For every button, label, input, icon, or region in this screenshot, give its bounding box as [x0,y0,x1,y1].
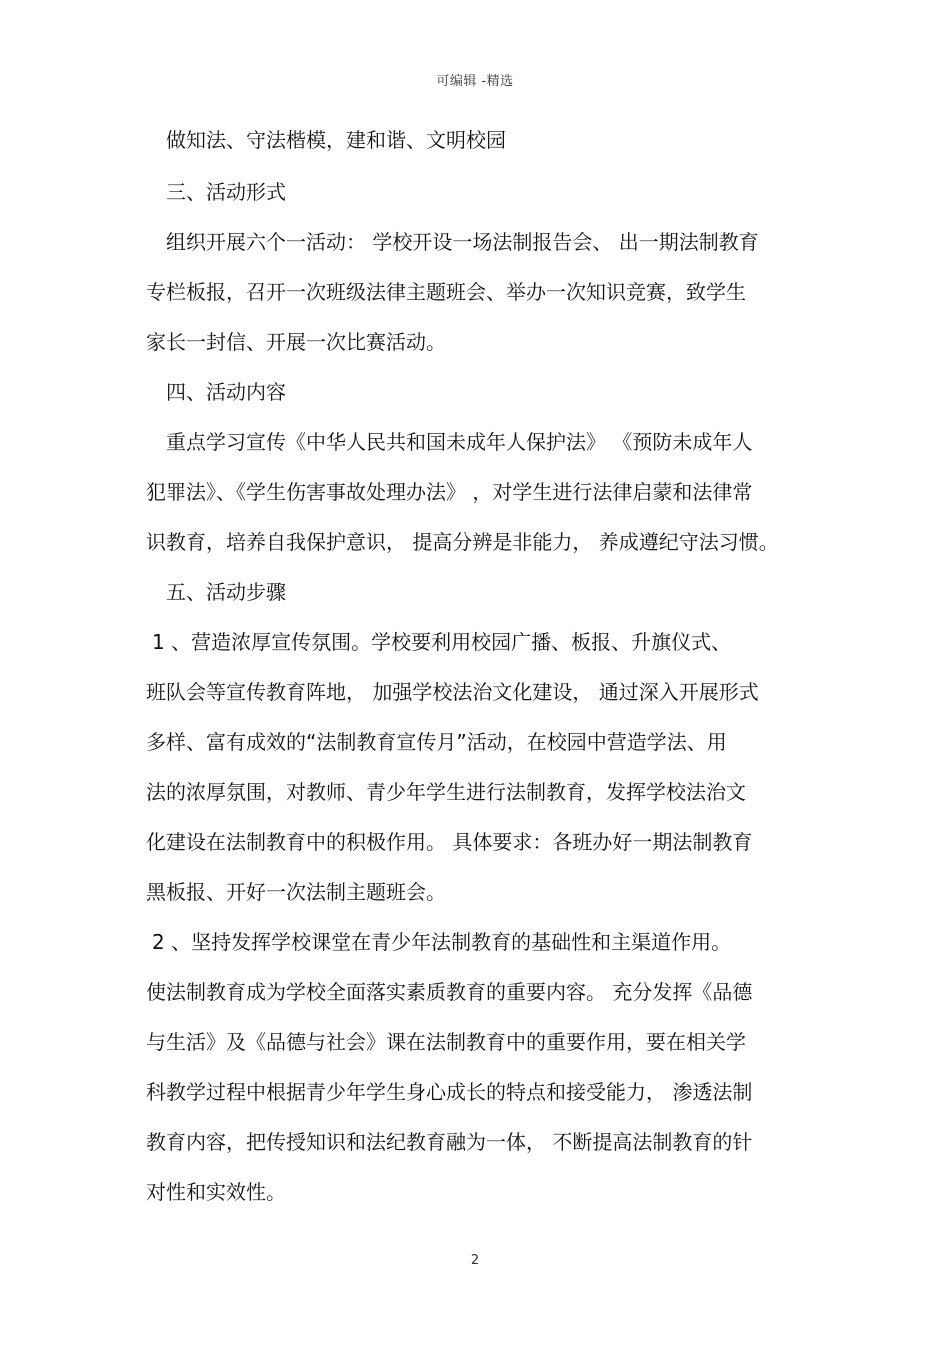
page-number: 2 [470,1253,480,1268]
text-line: 2 、坚持发挥学校课堂在青少年法制教育的基础性和主渠道作用。 [152,930,732,954]
text-line: 黑板报、开好一次法制主题班会。 [146,880,446,904]
section-heading: 四、活动内容 [166,380,286,404]
text-line: 科教学过程中根据青少年学生身心成长的特点和接受能力， 渗透法制 [146,1080,753,1104]
text-line: 犯罪法》、《学生伤害事故处理办法》 ，对学生进行法律启蒙和法律常 [146,480,753,504]
text-line: 做知法、守法楷模，建和谐、文明校园 [166,128,506,152]
text-line: 班队会等宣传教育阵地， 加强学校法治文化建设， 通过深入开展形式 [146,680,759,704]
text-line: 重点学习宣传《中华人民共和国未成年人保护法》 《预防未成年人 [166,430,753,454]
text-line: 识教育，培养自我保护意识， 提高分辨是非能力， 养成遵纪守法习惯。 [146,530,779,554]
text-line: 使法制教育成为学校全面落实素质教育的重要内容。 充分发挥《品德 [146,980,753,1004]
text-line: 教育内容，把传授知识和法纪教育融为一体， 不断提高法制教育的针 [146,1130,753,1154]
text-line: 法的浓厚氛围，对教师、青少年学生进行法制教育，发挥学校法治文 [146,780,746,804]
text-line: 对性和实效性。 [146,1180,286,1204]
text-line: 组织开展六个一活动： 学校开设一场法制报告会、 出一期法制教育 [166,230,759,254]
section-heading: 五、活动步骤 [166,580,286,604]
text-line: 与生活》及《品德与社会》课在法制教育中的重要作用，要在相关学 [146,1030,746,1054]
text-line: 专栏板报，召开一次班级法律主题班会、举办一次知识竞赛，致学生 [146,280,746,304]
page-header: 可编辑 -精选 [436,74,514,89]
text-line: 家长一封信、开展一次比赛活动。 [146,330,446,354]
text-line: 1 、营造浓厚宣传氛围。学校要利用校园广播、板报、升旗仪式、 [152,630,732,654]
text-line: 多样、富有成效的“法制教育宣传月”活动，在校园中营造学法、用 [146,730,727,754]
text-line: 化建设在法制教育中的积极作用。 具体要求：各班办好一期法制教育 [146,830,753,854]
section-heading: 三、活动形式 [166,180,286,204]
